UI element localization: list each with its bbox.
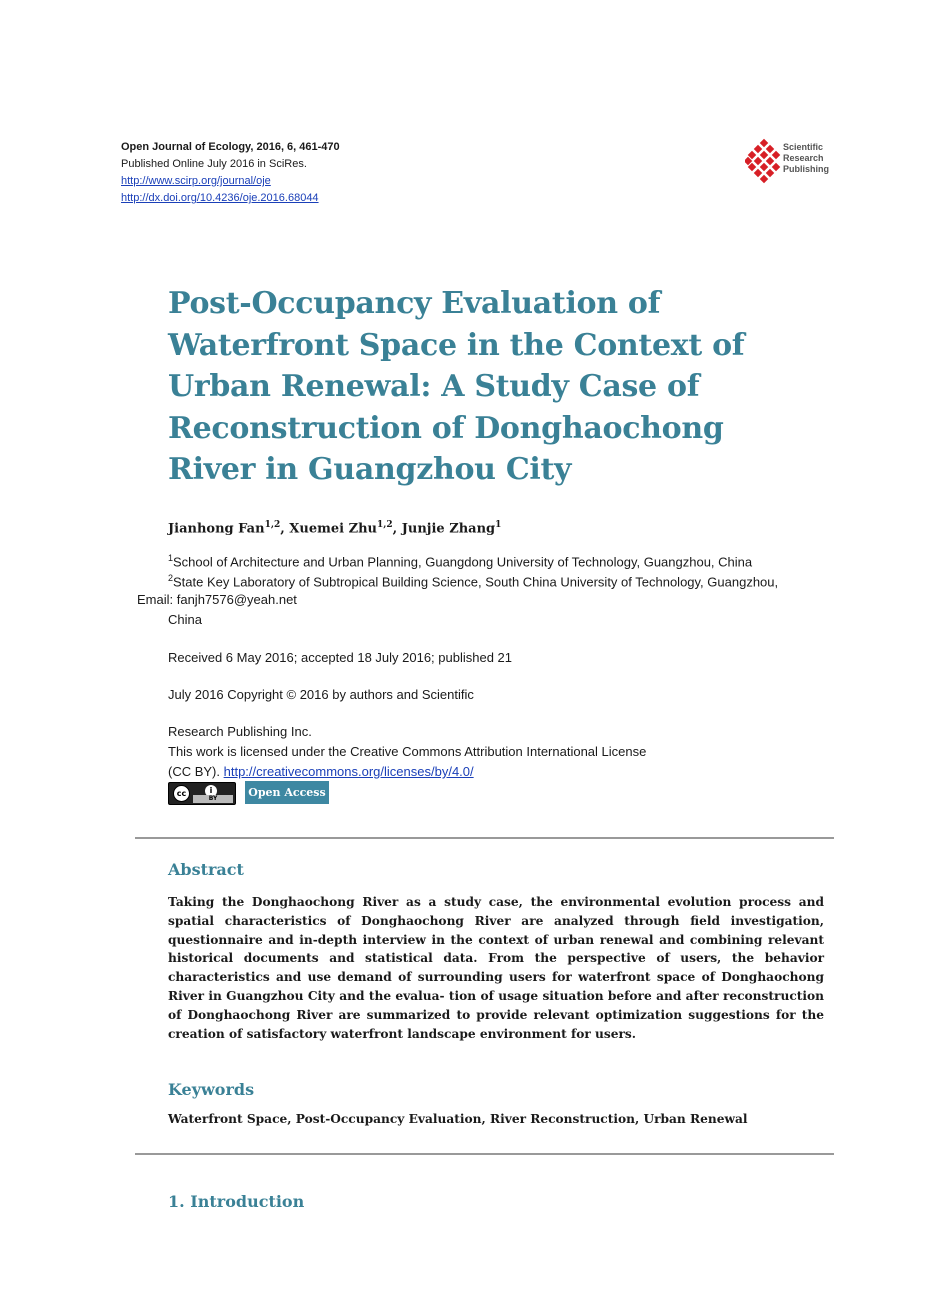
publisher-name: Research Publishing Inc. bbox=[168, 724, 312, 739]
license-link[interactable]: http://creativecommons.org/licenses/by/4.0/ bbox=[223, 764, 474, 779]
cc-by-icon[interactable] bbox=[168, 782, 236, 805]
publisher-logo bbox=[745, 138, 855, 184]
copyright-line: July 2016 Copyright © 2016 by authors and Scientific bbox=[168, 687, 474, 702]
attribution-person-icon: i bbox=[205, 785, 217, 797]
affiliation-2-continued: China bbox=[168, 612, 202, 627]
section-heading-introduction: 1. Introduction bbox=[168, 1192, 305, 1211]
divider-bottom bbox=[135, 1153, 834, 1155]
title-line-1: Post-Occupancy Evaluation of bbox=[168, 286, 661, 321]
author-name: Xuemei Zhu bbox=[289, 521, 377, 537]
title-line-3: Urban Renewal: A Study Case of bbox=[168, 369, 700, 404]
published-online: Published Online July 2016 in SciRes. bbox=[121, 158, 307, 170]
keywords-body: Waterfront Space, Post-Occupancy Evaluation, River Reconstruction, Urban Renewal bbox=[168, 1112, 748, 1126]
author-list bbox=[168, 520, 501, 536]
keywords-heading: Keywords bbox=[168, 1080, 255, 1099]
cc-circle-icon: cc bbox=[173, 785, 190, 802]
affiliation-2 bbox=[168, 568, 778, 592]
title-line-5: River in Guangzhou City bbox=[168, 452, 572, 487]
logo-line-3: Publishing bbox=[783, 164, 829, 174]
affiliation-sup: 2 bbox=[168, 573, 174, 583]
author-affil-sup: 1,2 bbox=[377, 520, 393, 530]
cc-by-label: BY bbox=[193, 795, 233, 803]
journal-url-link[interactable]: http://www.scirp.org/journal/oje bbox=[121, 175, 271, 187]
logo-line-1: Scientific bbox=[783, 142, 824, 152]
scirp-diamond-icon bbox=[745, 138, 781, 184]
author-separator: , bbox=[392, 521, 402, 537]
author-affil-sup: 1 bbox=[495, 520, 502, 530]
title-line-4: Reconstruction of Donghaochong bbox=[168, 410, 724, 446]
open-access-badge[interactable]: Open Access bbox=[245, 781, 329, 804]
divider-top bbox=[135, 837, 834, 839]
author-name: Junjie Zhang bbox=[401, 521, 496, 537]
affiliation-text: School of Architecture and Urban Planning, Guangdong University of Technology, Guangzhou, China bbox=[173, 554, 753, 570]
affiliation-sup: 1 bbox=[168, 553, 174, 563]
abstract-body: Taking the Donghaochong River as a study case, the environmental evolution process and spatial characteristics of Donghaochong River are analyzed through field investigation, questionnaire and in-depth interview in the context of urban renewal and combining relevant historical documents and statistical data. From the perspective of users, the behavior characteristics and use demand of surrounding users for waterfront space of Donghaochong River in Guangzhou City and the evalua- tion of usage situation before and after reconstruction of Donghaochong River are summarized to provide relevant optimization suggestions for the creation of satisfactory waterfront landscape environment for users. bbox=[168, 895, 824, 1041]
title-line-2: Waterfront Space in the Context of bbox=[168, 327, 745, 363]
author-name: Jianhong Fan bbox=[168, 521, 265, 537]
paper-title bbox=[168, 283, 808, 491]
publisher-logo-text bbox=[783, 142, 829, 175]
doi-link[interactable]: http://dx.doi.org/10.4236/oje.2016.68044 bbox=[121, 192, 319, 204]
author-affil-sup: 1,2 bbox=[264, 520, 281, 530]
affiliation-text: State Key Laboratory of Subtropical Building Science, South China University of Technology, Guangzhou, bbox=[173, 574, 779, 590]
author-email: Email: fanjh7576@yeah.net bbox=[137, 592, 297, 607]
author-separator: , bbox=[280, 521, 290, 537]
logo-line-2: Research bbox=[783, 153, 824, 163]
license-statement: This work is licensed under the Creative Commons Attribution International License bbox=[168, 744, 647, 759]
license-url-line bbox=[168, 762, 474, 782]
journal-citation: Open Journal of Ecology, 2016, 6, 461-470 bbox=[121, 141, 340, 153]
abstract-heading: Abstract bbox=[168, 860, 244, 879]
received-dates: Received 6 May 2016; accepted 18 July 2016; published 21 bbox=[168, 650, 513, 665]
license-prefix: (CC BY). bbox=[168, 764, 224, 779]
